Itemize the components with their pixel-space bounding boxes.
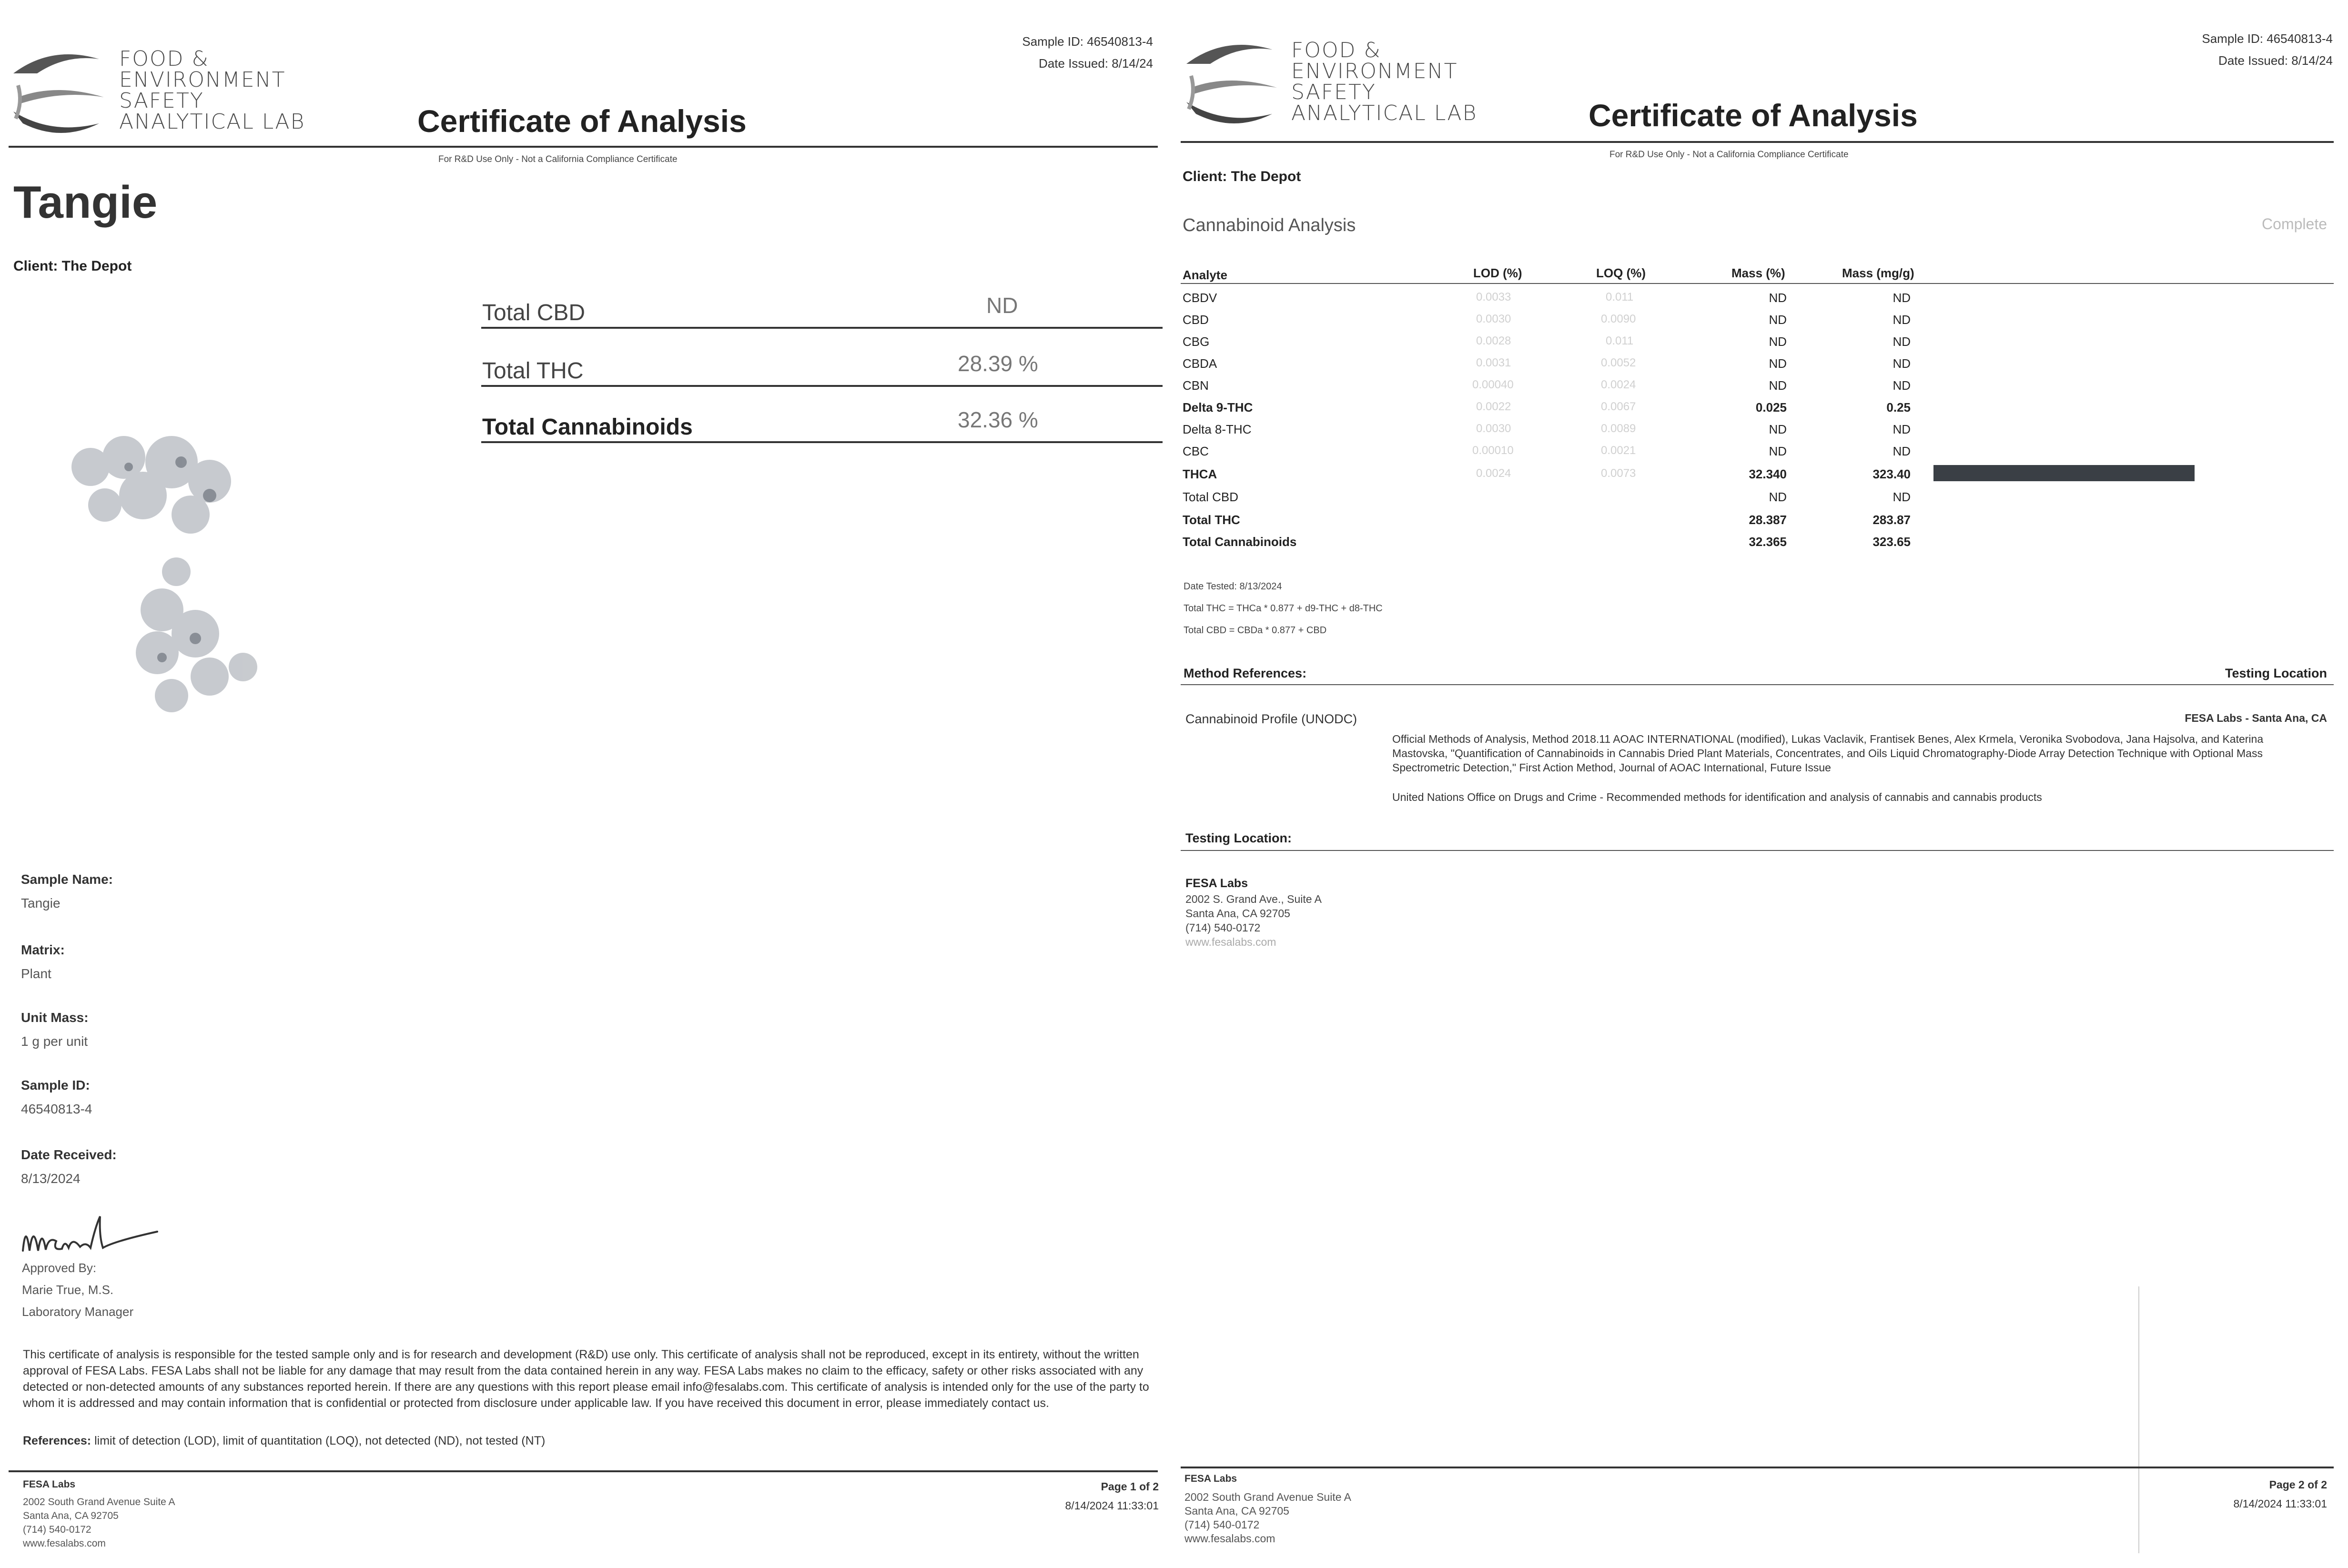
strain-name: Tangie — [13, 177, 158, 228]
header-divider — [9, 146, 1158, 148]
mass-percent: ND — [1769, 291, 1787, 305]
footer-page-info — [2233, 1475, 2327, 1513]
coa-page-2 — [1177, 0, 2348, 1568]
summary-value: 32.36 % — [958, 407, 1038, 432]
mass-percent: ND — [1769, 422, 1787, 436]
field-label: Date Received: — [21, 1147, 117, 1162]
footer-phone: (714) 540-0172 — [1184, 1518, 1260, 1531]
mass-mg-per-g: 323.40 — [1872, 467, 1911, 481]
footer-website: www.fesalabs.com — [1184, 1532, 1275, 1545]
field-value: 1 g per unit — [21, 1034, 88, 1049]
location-address — [1185, 892, 1322, 949]
mass-mg-per-g: ND — [1893, 490, 1911, 504]
testing-location-heading: Testing Location — [2225, 666, 2327, 680]
mass-percent: ND — [1769, 490, 1787, 504]
footer-lab-name: FESA Labs — [23, 1479, 76, 1490]
mass-mg-per-g: ND — [1893, 444, 1911, 458]
analyte-name: CBD — [1183, 313, 1209, 327]
footer-address-line: 2002 South Grand Avenue Suite A — [1184, 1491, 1351, 1503]
summary-value: ND — [986, 293, 1018, 318]
status-badge: Complete — [2262, 215, 2327, 233]
method-location: FESA Labs - Santa Ana, CA — [2185, 712, 2327, 724]
lod-value: 0.0024 — [1476, 467, 1511, 480]
location-name: FESA Labs — [1185, 877, 1248, 890]
footer-address — [23, 1495, 175, 1550]
table-header-divider — [1181, 283, 2334, 284]
field-label: Matrix: — [21, 942, 65, 957]
column-header: LOQ (%) — [1596, 266, 1646, 280]
loq-value: 0.011 — [1606, 291, 1634, 303]
header-meta — [2202, 28, 2333, 71]
footer-divider — [1181, 1467, 2334, 1468]
lod-value: 0.0030 — [1476, 422, 1511, 435]
analyte-name: CBG — [1183, 334, 1210, 349]
method-references-heading: Method References: — [1184, 666, 1307, 680]
footer-address-line: Santa Ana, CA 92705 — [23, 1510, 119, 1521]
mass-mg-per-g: ND — [1893, 378, 1911, 393]
footer-lab-name: FESA Labs — [1184, 1473, 1237, 1484]
loq-value: 0.011 — [1606, 334, 1634, 347]
loq-value: 0.0073 — [1601, 467, 1636, 480]
location-phone: (714) 540-0172 — [1185, 921, 1261, 934]
page-title: Certificate of Analysis — [1589, 98, 1918, 133]
analyte-name: Delta 9-THC — [1183, 400, 1253, 415]
summary-label: Total CBD — [482, 300, 586, 325]
lab-name-line: FOOD & — [119, 47, 209, 71]
field-label: Sample ID: — [21, 1078, 90, 1093]
column-header: LOD (%) — [1473, 266, 1522, 280]
client-name: Client: The Depot — [13, 258, 132, 274]
field-value: Plant — [21, 966, 51, 981]
page-number: Page 1 of 2 — [1101, 1480, 1159, 1493]
mass-mg-per-g: ND — [1893, 356, 1911, 371]
loq-value: 0.0089 — [1601, 422, 1636, 435]
column-header: Analyte — [1183, 268, 1227, 282]
analyte-name: CBC — [1183, 444, 1209, 458]
lab-name — [119, 49, 305, 132]
summary-value: 28.39 % — [958, 351, 1038, 376]
mass-percent: 32.340 — [1749, 467, 1787, 481]
testing-location-subheading: Testing Location: — [1185, 831, 1292, 845]
lod-value: 0.0033 — [1476, 291, 1511, 303]
column-header: Mass (mg/g) — [1842, 266, 1914, 280]
total-cbd-formula: Total CBD = CBDa * 0.877 + CBD — [1184, 625, 1327, 636]
page-number: Page 2 of 2 — [2269, 1478, 2327, 1491]
page-title: Certificate of Analysis — [417, 103, 747, 139]
approved-by-label: Approved By: — [22, 1261, 97, 1275]
mass-mg-per-g: ND — [1893, 334, 1911, 349]
footer-page-info — [1065, 1477, 1159, 1515]
footer-address — [1184, 1490, 1351, 1546]
footer-address-line: 2002 South Grand Avenue Suite A — [23, 1497, 175, 1507]
mass-percent: ND — [1769, 334, 1787, 349]
method-divider — [1181, 684, 2334, 685]
mass-mg-per-g: 323.65 — [1872, 535, 1911, 549]
footer-timestamp: 8/14/2024 11:33:01 — [2233, 1497, 2327, 1510]
rnd-note: For R&D Use Only - Not a California Compliance Certificate — [438, 154, 678, 164]
analyte-name: Delta 8-THC — [1183, 422, 1252, 436]
analyte-name: Total THC — [1183, 513, 1240, 527]
location-website: www.fesalabs.com — [1185, 936, 1276, 948]
mass-percent: 28.387 — [1749, 513, 1787, 527]
analyte-name: CBN — [1183, 378, 1209, 393]
footer-divider — [9, 1470, 1158, 1472]
lod-value: 0.0031 — [1476, 356, 1511, 369]
header-divider — [1181, 141, 2334, 143]
coa-page-1 — [0, 0, 1167, 1568]
loq-value: 0.0052 — [1601, 356, 1636, 369]
analyte-name: THCA — [1183, 467, 1217, 481]
lod-value: 0.0030 — [1476, 313, 1511, 325]
total-thc-formula: Total THC = THCa * 0.877 + d9-THC + d8-THC — [1184, 603, 1383, 614]
summary-total-cbd — [481, 276, 1163, 329]
method-name: Cannabinoid Profile (UNODC) — [1185, 712, 1357, 726]
location-divider — [1181, 850, 2334, 851]
field-label: Unit Mass: — [21, 1010, 89, 1025]
lab-logo-icon — [1182, 30, 1282, 135]
disclaimer: This certificate of analysis is responsible for the tested sample only and is for research and development (R&D) use only. This certificate of analysis shall not be reproduced, except in its entirety, without the written approval of FESA Labs. FESA Labs shall not be liable for any damage that may result from the data contained herein in any way. FESA Labs makes no claim to the efficacy, safety or other risks associated with any detected or non-detected amounts of any substances reported herein. If there are any questions with this report please email info@fesalabs.com. This certificate of analysis is intended only for the use of the party to whom it is addressed and may contain information that is confidential or protected from disclosure under applicable law. If you have received this document in error, please immediately contact us. — [23, 1348, 1149, 1410]
scan-crease — [2138, 1286, 2139, 1553]
column-header: Mass (%) — [1731, 266, 1785, 280]
client-name: Client: The Depot — [1183, 169, 1301, 184]
lab-name-line: SAFETY — [1291, 80, 1376, 104]
approver-name: Marie True, M.S. — [22, 1283, 114, 1297]
lod-value: 0.00010 — [1472, 444, 1514, 457]
loq-value: 0.0067 — [1601, 400, 1636, 413]
lab-name — [1291, 40, 1477, 124]
loq-value: 0.0090 — [1601, 313, 1636, 325]
mass-percent: 32.365 — [1749, 535, 1787, 549]
mass-mg-per-g: ND — [1893, 291, 1911, 305]
references-text: limit of detection (LOD), limit of quantitation (LOQ), not detected (ND), not tested (NT) — [94, 1434, 546, 1447]
analyte-name: Total CBD — [1183, 490, 1239, 504]
analyte-name: Total Cannabinoids — [1183, 535, 1297, 549]
section-title: Cannabinoid Analysis — [1183, 215, 1356, 235]
loq-value: 0.0024 — [1601, 378, 1636, 391]
lab-name-line: ENVIRONMENT — [1291, 59, 1458, 83]
footer-address-line: Santa Ana, CA 92705 — [1184, 1505, 1289, 1517]
analyte-name: CBDA — [1183, 356, 1217, 371]
mass-percent: 0.025 — [1755, 400, 1787, 415]
method-citation-unodc: United Nations Office on Drugs and Crime - Recommended methods for identification and analysis of cannabis and cannabis products — [1392, 791, 2042, 803]
references-label: References: — [23, 1434, 91, 1447]
date-tested: Date Tested: 8/13/2024 — [1184, 581, 1282, 592]
lod-value: 0.0028 — [1476, 334, 1511, 347]
footer-timestamp: 8/14/2024 11:33:01 — [1065, 1499, 1159, 1512]
footer-website: www.fesalabs.com — [23, 1538, 106, 1549]
header-sample-id: Sample ID: 46540813-4 — [2202, 31, 2333, 46]
signature-block — [22, 1257, 133, 1323]
field-value: 46540813-4 — [21, 1102, 92, 1116]
lab-name-line: FOOD & — [1291, 38, 1381, 62]
sample-photo — [52, 429, 310, 734]
references — [23, 1434, 545, 1448]
header-sample-id: Sample ID: 46540813-4 — [1022, 34, 1153, 49]
mass-mg-per-g: 283.87 — [1872, 513, 1911, 527]
lab-name-line: ANALYTICAL LAB — [1291, 101, 1478, 125]
method-citation: Official Methods of Analysis, Method 2018.11 AOAC INTERNATIONAL (modified), Lukas Vaclavik, Frantisek Benes, Alex Krmela, Veronika Svobodova, Jana Hajsolva, and Katerina Mastovska, "Quantification of Cannabinoids in Cannabis Dried Plant Materials, Concentrates, and Oils Liquid Chromatography-Diode Array Detection Technique with Optional Mass Spectrometric Detection," First Action Method, Journal of AOAC International, Future Issue — [1392, 733, 2264, 774]
mass-percent: ND — [1769, 356, 1787, 371]
lab-name-line: ANALYTICAL LAB — [119, 110, 305, 134]
loq-value: 0.0021 — [1601, 444, 1636, 457]
field-label: Sample Name: — [21, 872, 113, 887]
lab-name-line: ENVIRONMENT — [119, 68, 286, 92]
summary-label: Total THC — [482, 358, 584, 384]
field-value: Tangie — [21, 896, 61, 910]
summary-label: Total Cannabinoids — [482, 415, 693, 440]
rnd-note: For R&D Use Only - Not a California Compliance Certificate — [1609, 150, 1849, 160]
summary-total-cannabinoids — [481, 391, 1163, 443]
mass-percent: ND — [1769, 444, 1787, 458]
location-address-line: Santa Ana, CA 92705 — [1185, 907, 1290, 920]
header-date-issued: Date Issued: 8/14/24 — [1039, 56, 1153, 71]
mass-percent: ND — [1769, 378, 1787, 393]
approver-role: Laboratory Manager — [22, 1305, 134, 1319]
lab-name-line: SAFETY — [119, 89, 204, 113]
header-date-issued: Date Issued: 8/14/24 — [2218, 53, 2333, 68]
location-address-line: 2002 S. Grand Ave., Suite A — [1185, 893, 1322, 905]
footer-phone: (714) 540-0172 — [23, 1524, 91, 1535]
header-meta — [1022, 30, 1153, 74]
analyte-name: CBDV — [1183, 291, 1217, 305]
field-value: 8/13/2024 — [21, 1171, 81, 1186]
mass-mg-per-g: ND — [1893, 422, 1911, 436]
lod-value: 0.00040 — [1472, 378, 1514, 391]
mass-mg-per-g: 0.25 — [1886, 400, 1911, 415]
mass-percent: ND — [1769, 313, 1787, 327]
summary-total-thc — [481, 334, 1163, 387]
mass-mg-per-g: ND — [1893, 313, 1911, 327]
thca-result-bar — [1933, 465, 2195, 481]
lab-logo-icon — [9, 40, 109, 145]
lod-value: 0.0022 — [1476, 400, 1511, 413]
